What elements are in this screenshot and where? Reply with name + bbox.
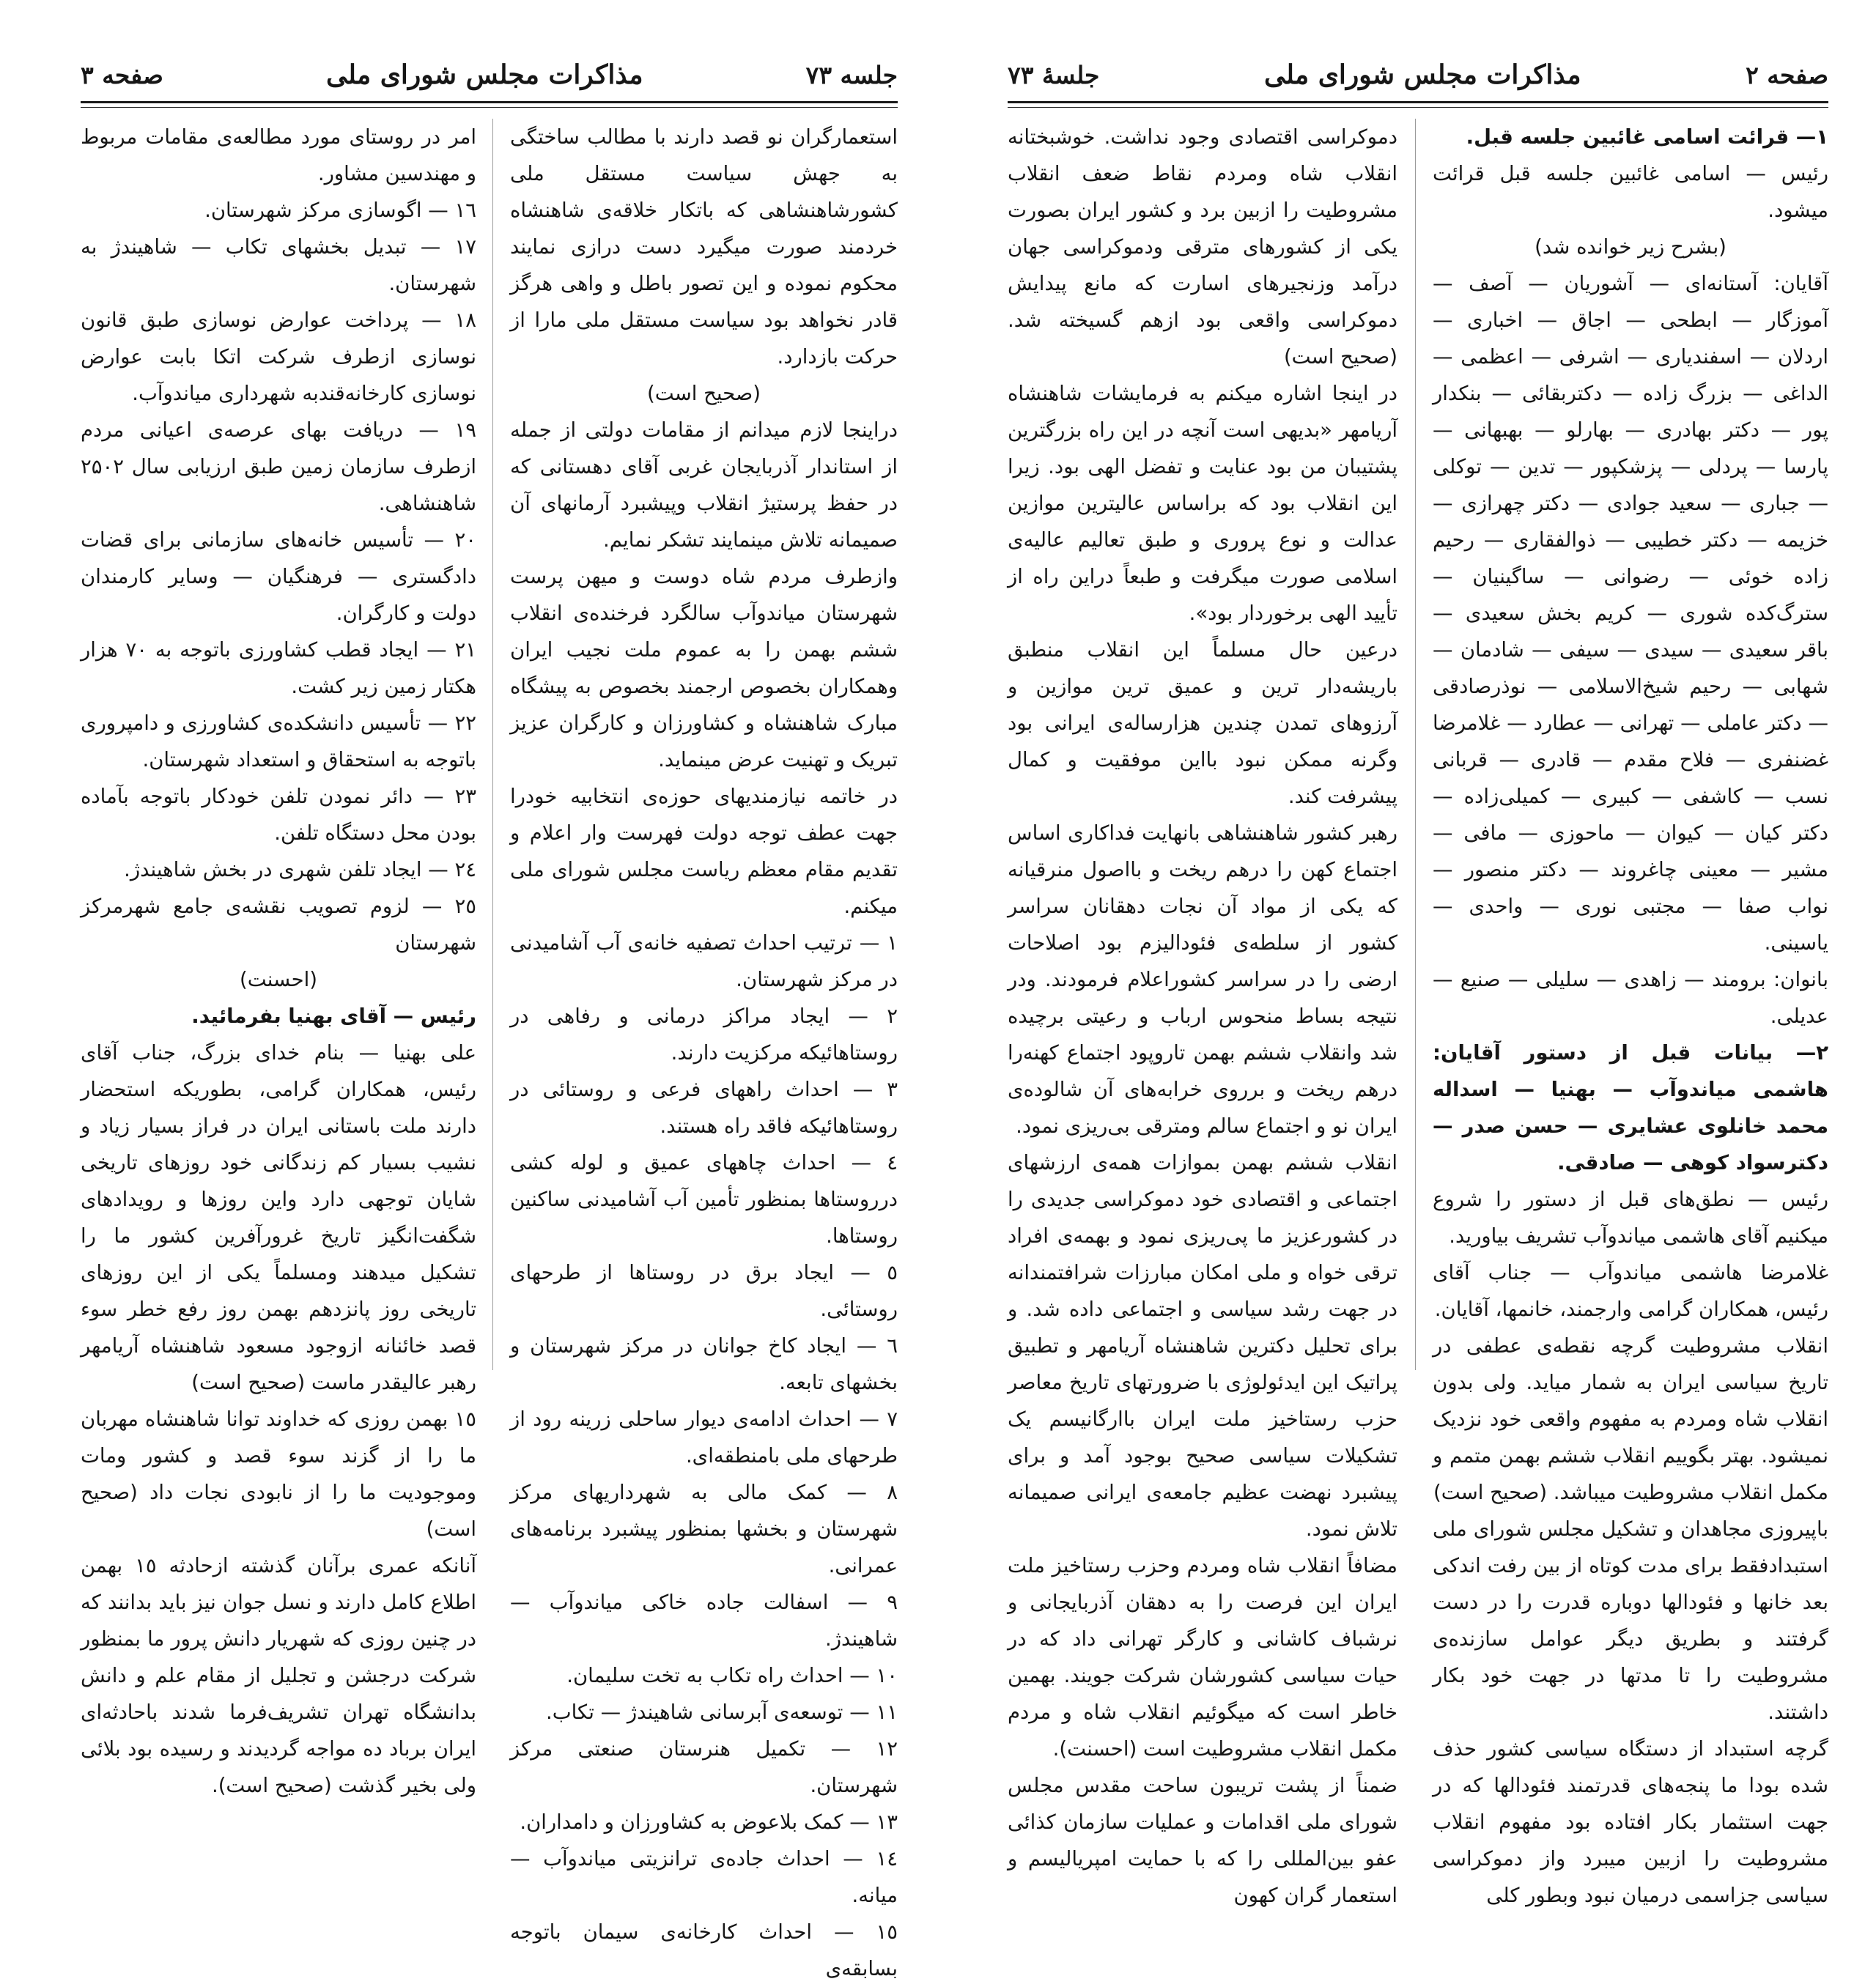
speech-paragraph: ضمناً از پشت تریبون ساحت مقدس مجلس شورای ملی اقدامات و عملیات سازمان کذائی عفو بین‌المللی را که با حمایت امپریالیسم و استعمار گران کهون	[1008, 1774, 1397, 1907]
list-item: ۱۷ — تبدیل بخشهای تکاب — شاهیندژ به شهرستان.	[81, 235, 476, 295]
list-item: ۹ — اسفالت جاده خاکی میاندوآب — شاهیندژ.	[510, 1591, 898, 1651]
text-column-left	[81, 119, 476, 1797]
speech-paragraph: دموکراسی اقتصادی وجود نداشت. خوشبختانه انقلاب شاه ومردم نقاط ضعف انقلاب مشروطیت را ازبین برد و کشور ایران بصورت یکی از کشورهای مترقی ودموکراسی جهان درآمد وزنجیرهای اسارت که مانع پیدایش دموکراسی واقعی بود ازهم گسیخته شد. (صحیح است)	[1008, 125, 1397, 369]
list-item: ۱٦ — اگوسازی مرکز شهرستان.	[204, 199, 476, 222]
journal-title: مذاکرات مجلس شورای ملی	[326, 59, 643, 90]
list-item: ۱٤ — احداث جاده‌ی ترانزیتی میاندوآب — میانه.	[510, 1847, 898, 1907]
applause-note: (احسنت)	[240, 968, 317, 991]
paragraph: وازطرف مردم شاه دوست و میهن پرست شهرستان میاندوآب سالگرد فرخنده‌ی انقلاب ششم بهمن را به عموم ملت نجیب ایران وهمکاران بخصوص ارجمند بخصوص به پیشگاه مبارک شاهنشاه و کشاورزان و کارگران عزیز تبریک و تهنیت عرض مینماید.	[510, 565, 898, 772]
speaker-line: غلامرضا هاشمی میاندوآب — جناب آقای رئیس، همکاران گرامی وارجمند، خانمها، آقایان.	[1433, 1261, 1828, 1321]
session-number: جلسهٔ ۷۳	[1008, 60, 1100, 89]
column-divider	[492, 119, 493, 1370]
list-item: ۱۳ — کمک بلاعوض به کشاورزان و دامداران.	[520, 1810, 898, 1834]
speech-paragraph: آنانکه عمری برآنان گذشته ازحادثه ۱٥ بهمن اطلاع کامل دارند و نسل جوان نیز باید بدانند که در چنین روزی که شهریار دانش پرور ما بمنظور شرکت درجشن و تجلیل از مقام علم و دانش بدانشگاه تهران تشریف‌فرما شدند باحادثه‌ای ایران برباد ده مواجه گردیدند و رسیده بود بلائی ولی بخیر گذشت (صحیح است).	[81, 1554, 476, 1797]
list-item: ۷ — احداث ادامه‌ی دیوار ساحلی زرینه رود از طرحهای ملی بامنطقه‌ای.	[510, 1407, 898, 1468]
section-heading: ۱— قرائت اسامی غائبین جلسه قبل.	[1466, 125, 1828, 149]
header-rule	[81, 101, 898, 103]
speech-paragraph: باپیروزی مجاهدان و تشکیل مجلس شورای ملی استبدادفقط برای مدت کوتاه از بین رفت اندکی بعد خانها و فئودالها دوباره قدرت را در دست گرفتند و بطریق دیگر عوامل سازنده‌ی مشروطیت را تا مدتها در جهت خود بکار داشتند.	[1433, 1517, 1828, 1724]
header-rule-thin	[1008, 107, 1828, 108]
list-item: ۲ — ایجاد مراکز درمانی و رفاهی در روستاهائیکه مرکزیت دارند.	[510, 1004, 898, 1065]
speech-paragraph: رهبر کشور شاهنشاهی بانهایت فداکاری اساس اجتماع کهن را درهم ریخت و بااصول منرقیانه که یکی از مواد آن نجات دهقانان سراسر کشور از سلطه‌ی فئودالیزم بود اصلاحات ارضی را در سراسر کشوراعلام فرمودند. ودر نتیجه بساط منحوس ارباب و رعیتی برچیده شد وانقلاب ششم بهمن تاروپود اجتماع کهنه‌را درهم ریخت و برروی خرابه‌های آن شالوده‌ی ایران نو و اجتماع سالم ومترقی بی‌ریزی نمود.	[1008, 821, 1397, 1138]
text-column-right	[510, 119, 898, 1980]
speech-paragraph: ۱٥ بهمن روزی که خداوند توانا شاهنشاه مهربان ما را از گزند سوء قصد و کشور ومات وموجودیت ما را از نابودی نجات داد (صحیح است)	[81, 1407, 476, 1541]
journal-title: مذاکرات مجلس شورای ملی	[1263, 59, 1581, 90]
list-item: ۱۲ — تکمیل هنرستان صنعتی مرکز شهرستان.	[510, 1737, 898, 1797]
applause-note: (صحیح است)	[646, 382, 761, 405]
list-item: ۲۲ — تأسیس دانشکده‌ی کشاورزی و دامپروری باتوجه به استحقاق و استعداد شهرستان.	[81, 711, 476, 772]
header-rule-thin	[81, 107, 898, 108]
stage-note: (بشرح زیر خوانده شد)	[1535, 235, 1727, 259]
list-item: ٦ — ایجاد کاخ جوانان در مرکز شهرستان و بخشهای تابعه.	[510, 1334, 898, 1394]
speech-paragraph: گرچه استبداد از دستگاه سیاسی کشور حذف شده بودا ما پنجه‌های قدرتمند فئودالها که در جهت استثمار بکار افتاده بود مفهوم انقلاب مشروطیت را ازبین میبرد واز دموکراسی سیاسی جزاسمی درمیان نبود وبطور کلی	[1433, 1737, 1828, 1907]
list-item: ۲٥ — لزوم تصویب نقشه‌ی جامع شهرمرکز شهرستان	[81, 895, 476, 955]
speaker-line: رئیس — اسامی غائبین جلسه قبل قرائت میشود.	[1433, 162, 1828, 222]
list-item: ۳ — احداث راههای فرعی و روستائی در روستاهائیکه فاقد راه هستند.	[510, 1078, 898, 1138]
column-divider	[1415, 119, 1416, 1370]
speech-paragraph: انقلاب مشروطیت گرچه نقطه‌ی عطفی در تاریخ سیاسی ایران به شمار میاید. ولی بدون انقلاب شاه ومردم به مفهوم واقعی خود نزدیک نمیشود. بهتر بگوییم انقلاب ششم بهمن متمم و مکمل انقلاب مشروطیت میباشد. (صحیح است)	[1433, 1334, 1828, 1504]
page-header	[81, 51, 898, 98]
text-column-left	[1008, 119, 1397, 1907]
page-header	[1008, 51, 1828, 98]
list-item: ۱ — ترتیب احداث تصفیه خانه‌ی آب آشامیدنی در مرکز شهرستان.	[510, 931, 898, 991]
page-number: صفحه ۳	[81, 60, 163, 89]
list-item: ۸ — کمک مالی به شهرداریهای مرکز شهرستان و بخشها بمنظور پیشبرد برنامه‌های عمرانی.	[510, 1481, 898, 1577]
absentees-list-women: بانوان: برومند — زاهدی — سلیلی — صنیع — عدیلی.	[1433, 968, 1828, 1028]
list-item: ۱۹ — دریافت بهای عرصه‌ی اعیانی مردم ازطرف سازمان زمین طبق ارزیابی سال ۲۵۰۲ شاهنشاهی.	[81, 418, 476, 515]
list-item: ۲۱ — ایجاد قطب کشاورزی باتوجه به ۷۰ هزار هکتار زمین زیر کشت.	[81, 638, 476, 698]
list-item: ۱۱ — توسعه‌ی آبرسانی شاهیندژ — تکاب.	[546, 1701, 898, 1724]
list-item: ۱٥ — احداث کارخانه‌ی سیمان باتوجه بسابقه‌ی	[510, 1920, 898, 1980]
speaker-line: رئیس — آقای بهنیا بفرمائید.	[191, 1004, 476, 1028]
list-item: ٥ — ایجاد برق در روستاها از طرحهای روستائی.	[510, 1261, 898, 1321]
text-column-right	[1433, 119, 1828, 1907]
session-number: جلسه ۷۳	[805, 60, 898, 89]
speech-paragraph: علی بهنیا — بنام خدای بزرگ، جناب آقای رئیس، همکاران گرامی، بطوریکه استحضار دارند ملت باستانی ایران در فراز بسیار زیاد و نشیب بسیار کم زندگانی خود روزهای تاریخی شایان توجهی دارد واین روزها و رویدادهای شگفت‌انگیز تاریخ غرورآفرین کشور ما را تشکیل میدهند ومسلماً یکی از این روزهای تاریخی روز پانزدهم بهمن روز رفع خطر سوء قصد خائنانه ازوجود مسعود شاهنشاه آریامهر رهبر عالیقدر ماست (صحیح است)	[81, 1041, 476, 1394]
paragraph: در خاتمه نیازمندیهای حوزه‌ی انتخابیه خودرا جهت عطف توجه دولت فهرست وار اعلام و تقدیم مقام معظم ریاست مجلس شورای ملی میکنم.	[510, 785, 898, 918]
section-heading: ۲— بیانات قبل از دستور آقایان: هاشمی میاندوآب — بهنیا — اسداله محمد خانلوی عشایری — حسن صدر — دکترسواد کوهی — صادقی.	[1433, 1041, 1828, 1174]
paragraph: امر در روستای مورد مطالعه‌ی مقامات مربوط و مهندسین مشاور.	[81, 125, 476, 185]
list-item: ۲۰ — تأسیس خانه‌های سازمانی برای قضات دادگستری — فرهنگیان — وسایر کارمندان دولت و کارگران.	[81, 528, 476, 625]
paragraph: دراینجا لازم میدانم از مقامات دولتی از جمله از استاندار آذربایجان غربی آقای دهستانی که در حفظ پرستیژ انقلاب وپیشبرد آرمانهای آن صمیمانه تلاش مینمایند تشکر نمایم.	[510, 418, 898, 552]
speech-paragraph: انقلاب ششم بهمن بموازات همه‌ی ارزشهای اجتماعی و اقتصادی خود دموکراسی جدیدی را در کشورعزیز ما پی‌ریزی نمود و بهمه‌ی افراد ترقی خواه و ملی امکان مبارزات شرافتمندانه در جهت رشد سیاسی و اجتماعی داده شد. و برای تحلیل دکترین شاهنشاه آریامهر و تطبیق پراتیک این ایدئولوژی با ضرورتهای تاریخ معاصر حزب رستاخیز ملت ایران باارگانیسم یک تشکیلات سیاسی صحیح بوجود آمد و برای پیشبرد نهضت عظیم جامعه‌ی ایرانی صمیمانه تلاش نمود.	[1008, 1151, 1397, 1541]
list-item: ۱۰ — احداث راه تکاب به تخت سلیمان.	[566, 1664, 898, 1687]
speaker-line: رئیس — نطق‌های قبل از دستور را شروع میکنیم آقای هاشمی میاندوآب تشریف بیاورید.	[1433, 1188, 1828, 1248]
page-3	[81, 51, 898, 1980]
page-2	[1008, 51, 1828, 1907]
speech-paragraph: درعین حال مسلماً این انقلاب منطبق باریشه‌دار ترین و عمیق ترین موازین و آرزوهای تمدن چندین هزارساله‌ی ایرانی بود وگرنه ممکن نبود بااین موفقیت و کمال پیشرفت کند.	[1008, 638, 1397, 808]
list-item: ۱۸ — پرداخت عوارض نوسازی طبق قانون نوسازی ازطرف شرکت اتکا بابت عوارض نوسازی کارخانه‌قندبه شهرداری میاندوآب.	[81, 308, 476, 405]
list-item: ۲٤ — ایجاد تلفن شهری در بخش شاهیندژ.	[124, 858, 476, 881]
page-number: صفحه ۲	[1746, 60, 1828, 89]
list-item: ۲۳ — دائر نمودن تلفن خودکار باتوجه بآماده بودن محل دستگاه تلفن.	[81, 785, 476, 845]
paragraph: استعمارگران نو قصد دارند با مطالب ساختگی به جهش سیاست مستقل ملی کشورشاهنشاهی که باتکار خلاقه‌ی شاهنشاه خردمند صورت میگیرد دست درازی نمایند محکوم نموده و این تصور باطل و واهی هرگز قادر نخواهد بود سیاست مستقل ملی مارا از حرکت بازدارد.	[510, 125, 898, 369]
speech-paragraph: در اینجا اشاره میکنم به فرمایشات شاهنشاه آریامهر «بدیهی است آنچه در این راه بزرگترین پشتیبان من بود عنایت و تفضل الهی بود. زیرا این انقلاب بود که براساس عالیترین موازین عدالت و نوع پروری و طبق تعالیم عالیه‌ی اسلامی صورت میگرفت و طبعاً دراین راه از تأیید الهی برخوردار بود».	[1008, 382, 1397, 625]
header-rule	[1008, 101, 1828, 103]
list-item: ٤ — احداث چاههای عمیق و لوله کشی درروستاها بمنظور تأمین آب آشامیدنی ساکنین روستاها.	[510, 1151, 898, 1248]
absentees-list: آقایان: آستانه‌ای — آشوریان — آصف — آموزگار — ابطحی — اجاق — اخباری — اردلان — اسفندیاری — اشرفی — اعظمی — الداغی — بزرگ زاده — دکتربقائی — بنکدار پور — دکتر بهادری — بهارلو — بهبهانی — پارسا — پردلی — پزشکپور — تدین — توکلی — جباری — سعید جوادی — دکتر چهرازی — خزیمه — دکتر خطیبی — ذوالفقاری — رحیم زاده خوئی — رضوانی — ساگینیان — سترگ‌کده شوری — کریم بخش سعیدی — باقر سعیدی — سیدی — سیفی — شادمان — شهابی — رحیم شیخ‌الاسلامی — نوذرصادقی — دکتر عاملی — تهرانی — عطارد — غلامرضا غضنفری — فلاح مقدم — قادری — قربانی نسب — کاشفی — کبیری — کمیلی‌زاده — دکتر کیان — کیوان — ماحوزی — مافی — مشیر — معینی چاغروند — دکتر منصور — نواب صفا — مجتبی نوری — واحدی — یاسینی.	[1433, 272, 1828, 955]
speech-paragraph: مضافاً انقلاب شاه ومردم وحزب رستاخیز ملت ایران این فرصت را به دهقان آذربایجانی و نرشباف کاشانی و کارگر تهرانی داد که در حیات سیاسی کشورشان شرکت جویند. بهمین خاطر است که میگوئیم انقلاب شاه و مردم مکمل انقلاب مشروطیت است (احسنت).	[1008, 1554, 1397, 1761]
